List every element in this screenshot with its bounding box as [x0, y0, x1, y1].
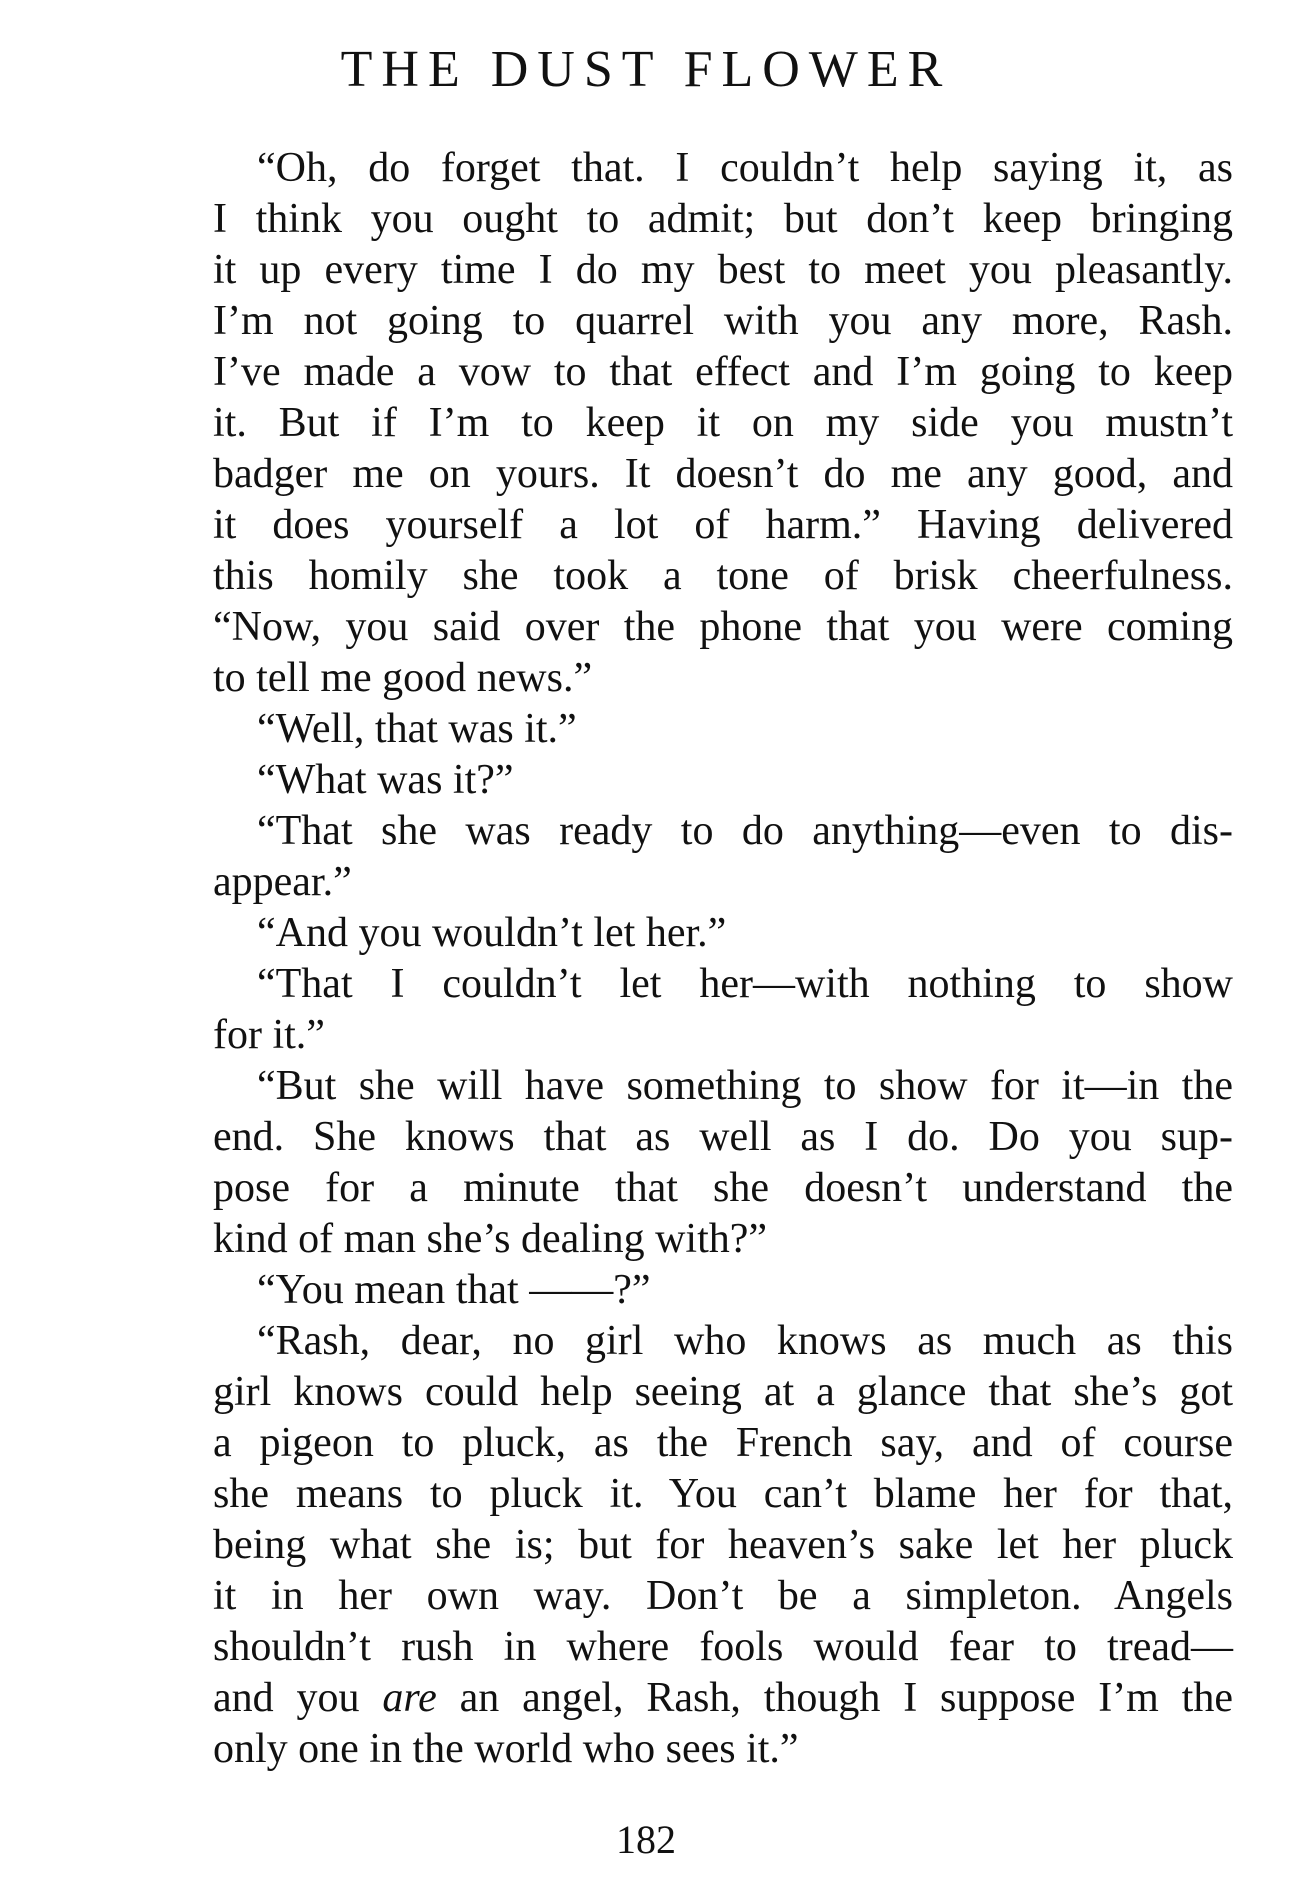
text-line: I’m not going to quarrel with you any more, Rash.: [213, 298, 1233, 344]
text-line: appear.”: [213, 859, 352, 905]
text-line: shouldn’t rush in where fools would fear to tread—: [213, 1624, 1233, 1670]
body-text: [213, 143, 1233, 1775]
text-line: for it.”: [213, 1012, 325, 1058]
text-line: “Oh, do forget that. I couldn’t help saying it, as: [257, 145, 1233, 191]
text-line: “Now, you said over the phone that you were coming: [213, 604, 1233, 650]
text-line: it in her own way. Don’t be a simpleton. Angels: [213, 1573, 1233, 1619]
text-line: “Rash, dear, no girl who knows as much as this: [257, 1318, 1233, 1364]
text-line: only one in the world who sees it.”: [213, 1726, 799, 1772]
text-line: being what she is; but for heaven’s sake let her pluck: [213, 1522, 1233, 1568]
text-line: “Well, that was it.”: [257, 706, 577, 752]
running-head: THE DUST FLOWER: [340, 41, 952, 98]
page-number: 182: [616, 1817, 676, 1862]
text-line: I’ve made a vow to that effect and I’m going to keep: [213, 349, 1233, 395]
text-line: it up every time I do my best to meet you pleasantly.: [213, 247, 1233, 293]
text-line: pose for a minute that she doesn’t understand the: [213, 1165, 1233, 1211]
text-line: it does yourself a lot of harm.” Having delivered: [213, 502, 1233, 548]
text-line: to tell me good news.”: [213, 655, 593, 701]
text-line: she means to pluck it. You can’t blame her for that,: [213, 1471, 1233, 1517]
text-line: end. She knows that as well as I do. Do you sup-: [213, 1114, 1233, 1160]
text-line: it. But if I’m to keep it on my side you mustn’t: [213, 400, 1233, 446]
text-line: badger me on yours. It doesn’t do me any good, and: [213, 451, 1233, 497]
text-line: “That she was ready to do anything—even to dis-: [257, 808, 1233, 854]
text-line: kind of man she’s dealing with?”: [213, 1216, 768, 1262]
emphasis: are: [382, 1675, 437, 1721]
text-line: I think you ought to admit; but don’t keep bringing: [213, 196, 1233, 242]
text-line: a pigeon to pluck, as the French say, and of course: [213, 1420, 1233, 1466]
text-line: “But she will have something to show for it—in the: [257, 1063, 1233, 1109]
text-line: girl knows could help seeing at a glance that she’s got: [213, 1369, 1233, 1415]
text-line: this homily she took a tone of brisk cheerfulness.: [213, 553, 1233, 599]
text-line: and you are an angel, Rash, though I suppose I’m the: [213, 1675, 1233, 1721]
text-line: “What was it?”: [257, 757, 514, 803]
text-line: “That I couldn’t let her—with nothing to show: [257, 961, 1233, 1007]
text-line: “You mean that ——?”: [257, 1267, 651, 1313]
text-line: “And you wouldn’t let her.”: [257, 910, 727, 956]
